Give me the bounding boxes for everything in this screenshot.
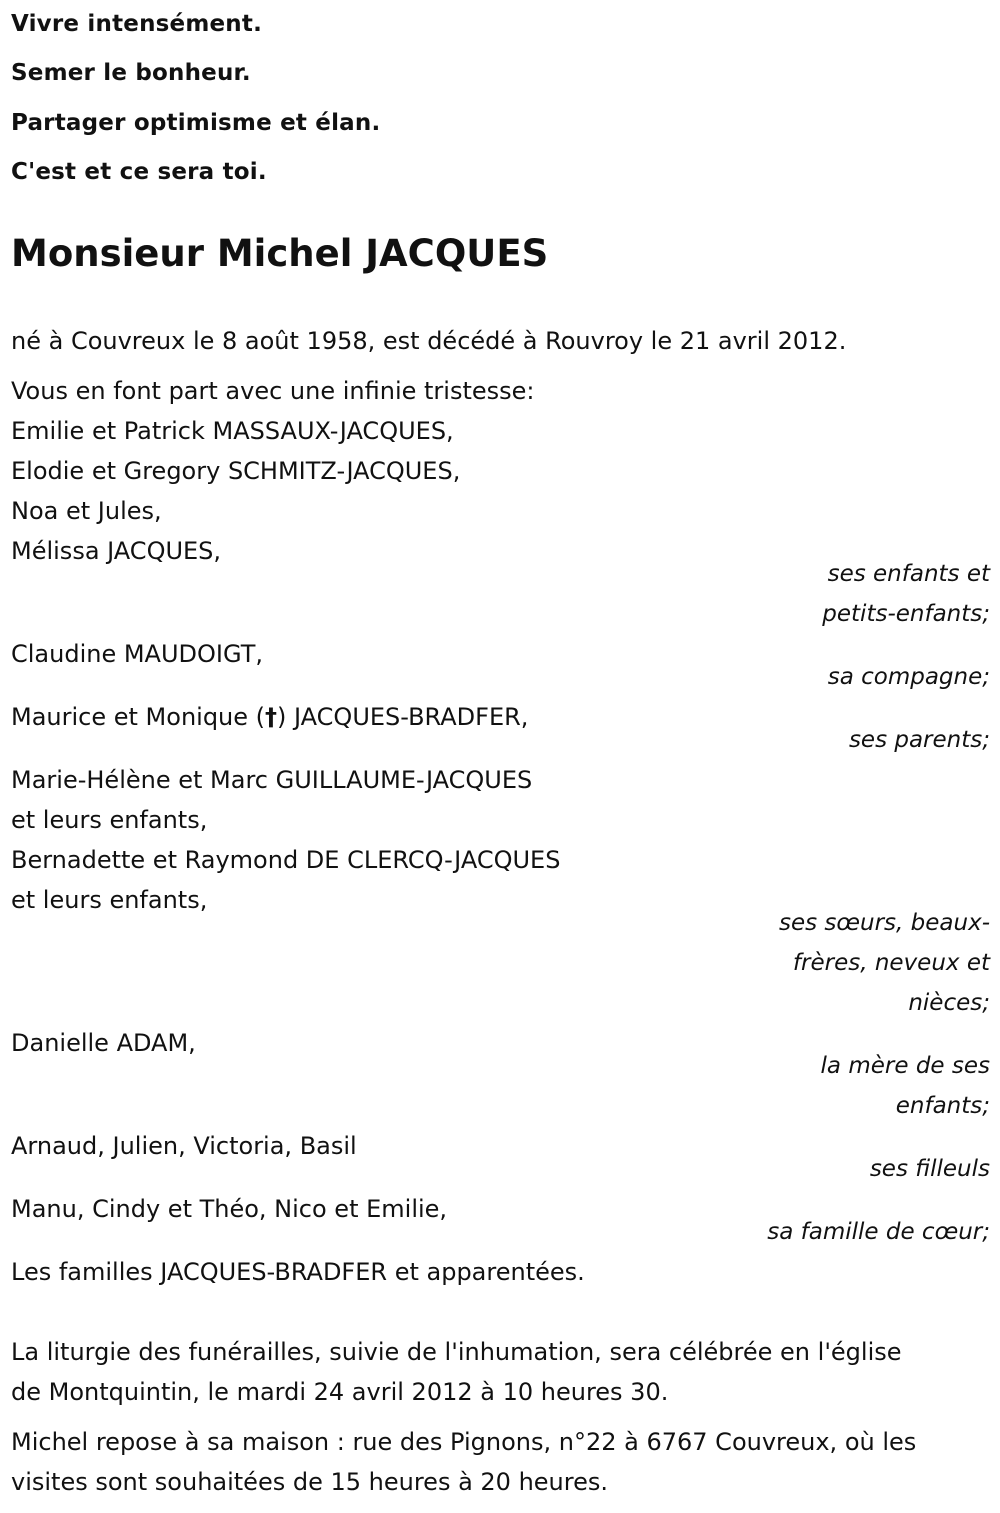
- child-entry: Mélissa JACQUES,: [11, 537, 222, 565]
- partner-entry: Claudine MAUDOIGT,: [11, 640, 264, 668]
- birth-death-line: né à Couvreux le 8 août 1958, est décédé à Rouvroy le 21 avril 2012.: [11, 327, 847, 355]
- sibling-entry: Marie-Hélène et Marc GUILLAUME-JACQUES: [11, 766, 533, 794]
- visits-info: visites sont souhaitées de 15 heures à 20 heures.: [11, 1468, 608, 1496]
- sibling-entry: Bernadette et Raymond DE CLERCQ-JACQUES: [11, 846, 561, 874]
- verse-line: Semer le bonheur.: [11, 60, 251, 86]
- parents-entry: [11, 703, 528, 731]
- funeral-info: La liturgie des funérailles, suivie de l'inhumation, sera célébrée en l'église: [11, 1338, 902, 1366]
- parents-text: Maurice et Monique (: [11, 703, 266, 731]
- godchildren-entry: Arnaud, Julien, Victoria, Basil: [11, 1132, 357, 1160]
- heart-family-entry: Manu, Cindy et Théo, Nico et Emilie,: [11, 1195, 448, 1223]
- intro-line: Vous en font part avec une infinie tristesse:: [11, 377, 535, 405]
- child-entry: Emilie et Patrick MASSAUX-JACQUES,: [11, 417, 454, 445]
- verse-line: Partager optimisme et élan.: [11, 110, 381, 136]
- verse-line: Vivre intensément.: [11, 11, 263, 37]
- relation-label: nièces;: [908, 990, 990, 1016]
- relation-label: sa compagne;: [827, 664, 990, 690]
- families-entry: Les familles JACQUES-BRADFER et apparentées.: [11, 1258, 585, 1286]
- funeral-info: de Montquintin, le mardi 24 avril 2012 à 10 heures 30.: [11, 1378, 669, 1406]
- relation-label: ses enfants et: [827, 561, 990, 587]
- relation-label: enfants;: [895, 1093, 990, 1119]
- deceased-name: Monsieur Michel JACQUES: [11, 232, 549, 275]
- relation-label: ses filleuls: [869, 1156, 990, 1182]
- child-entry: Noa et Jules,: [11, 497, 162, 525]
- child-entry: Elodie et Gregory SCHMITZ-JACQUES,: [11, 457, 461, 485]
- verse-line: C'est et ce sera toi.: [11, 159, 267, 185]
- cross-icon: †: [265, 703, 278, 731]
- relation-label: petits-enfants;: [822, 601, 990, 627]
- relation-label: ses parents;: [848, 727, 990, 753]
- relation-label: sa famille de cœur;: [767, 1219, 990, 1245]
- sibling-entry: et leurs enfants,: [11, 806, 208, 834]
- visits-info: Michel repose à sa maison : rue des Pignons, n°22 à 6767 Couvreux, où les: [11, 1428, 917, 1456]
- parents-text: ) JACQUES-BRADFER,: [277, 703, 529, 731]
- relation-label: ses sœurs, beaux-: [778, 910, 990, 936]
- sibling-entry: et leurs enfants,: [11, 886, 208, 914]
- relation-label: frères, neveux et: [792, 950, 990, 976]
- mother-entry: Danielle ADAM,: [11, 1029, 196, 1057]
- relation-label: la mère de ses: [820, 1053, 990, 1079]
